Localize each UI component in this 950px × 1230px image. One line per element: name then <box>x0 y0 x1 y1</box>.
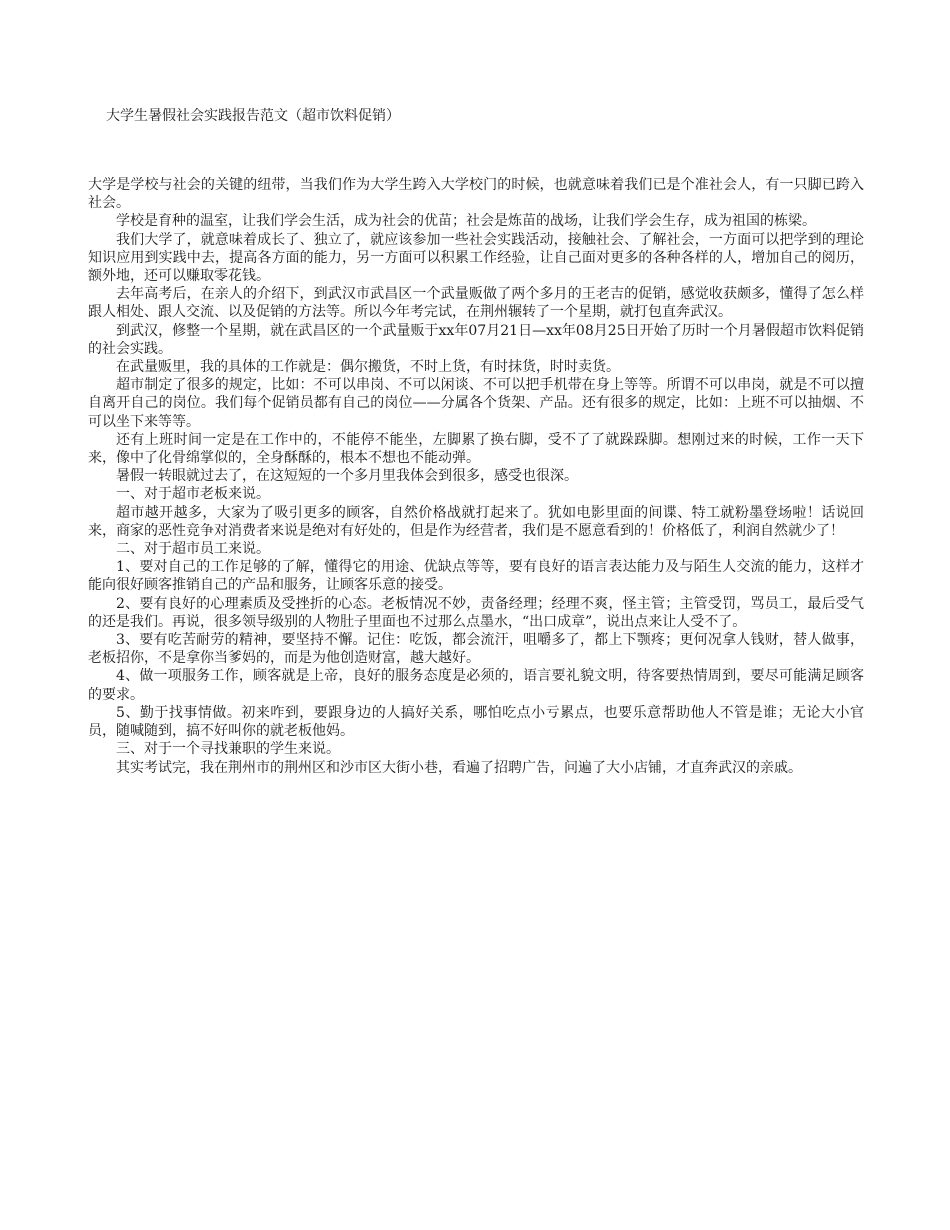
paragraph: 到武汉，修整一个星期，就在武昌区的一个武量贩于xx年07月21日—xx年08月25日开始了历时一个月暑假超市饮料促销的社会实践。 <box>88 322 864 357</box>
document-title: 大学生暑假社会实践报告范文（超市饮料促销） <box>106 108 400 124</box>
paragraph: 我们大学了，就意味着成长了、独立了，就应该参加一些社会实践活动，接触社会、了解社会，一方面可以把学到的理论知识应用到实践中去，提高各方面的能力，另一方面可以积累工作经验，让自己面对更多的各种各样的人，增加自己的阅历，额外地，还可以赚取零花钱。 <box>88 231 864 285</box>
list-item: 2、要有良好的心理素质及受挫折的心态。老板情况不妙，责备经理；经理不爽，怪主管；主管受罚，骂员工，最后受气的还是我们。再说，很多领导级别的人物肚子里面也不过那么点墨水，“出口成章”，说出点来让人受不了。 <box>88 595 864 630</box>
section-heading: 三、对于一个寻找兼职的学生来说。 <box>116 741 340 758</box>
paragraph: 暑假一转眼就过去了，在这短短的一个多月里我体会到很多，感受也很深。 <box>116 468 578 485</box>
list-item: 5、勤于找事情做。初来咋到，要跟身边的人搞好关系，哪怕吃点小亏累点，也要乐意帮助他人不管是谁；无论大小官员，随喊随到，搞不好叫你的就老板他妈。 <box>88 704 864 740</box>
paragraph: 去年高考后，在亲人的介绍下，到武汉市武昌区一个武量贩做了两个多月的王老吉的促销，感觉收获颇多，懂得了怎么样跟人相处、跟人交流、以及促销的方法等。所以今年考完试，在荆州辗转了一个星期，就打包直奔武汉。 <box>88 286 864 321</box>
paragraph: 其实考试完，我在荆州市的荆州区和沙市区大街小巷，看遍了招聘广告，问遍了大小店铺，才直奔武汉的亲戚。 <box>116 759 802 776</box>
list-item: 3、要有吃苦耐劳的精神，要坚持不懈。记住：吃饭，都会流汗，咀嚼多了，都上下颚疼；更何况拿人钱财，替人做事，老板招你，不是拿你当爹妈的，而是为他创造财富，越大越好。 <box>88 632 864 667</box>
paragraph: 超市越开越多，大家为了吸引更多的顾客，自然价格战就打起来了。犹如电影里面的间谍、特工就粉墨登场啦！话说回来，商家的恶性竞争对消费者来说是绝对有好处的，但是作为经营者，我们是不愿意看到的！价格低了，利润自然就少了！ <box>88 504 864 539</box>
paragraph-intro: 大学是学校与社会的关键的纽带，当我们作为大学生跨入大学校门的时候，也就意味着我们已是个准社会人，有一只脚已跨入社会。 <box>88 177 864 212</box>
list-item: 1、要对自己的工作足够的了解，懂得它的用途、优缺点等等，要有良好的语言表达能力及与陌生人交流的能力，这样才能向很好顾客推销自己的产品和服务，让顾客乐意的接受。 <box>88 559 864 594</box>
section-heading: 一、对于超市老板来说。 <box>116 486 270 503</box>
paragraph: 超市制定了很多的规定，比如：不可以串岗、不可以闲谈、不可以把手机带在身上等等。所谓不可以串岗，就是不可以擅自离开自己的岗位。我们每个促销员都有自己的岗位——分属各个货架、产品。还有很多的规定，比如：上班不可以抽烟、不可以坐下来等等。 <box>88 377 864 430</box>
list-item: 4、做一项服务工作，顾客就是上帝，良好的服务态度是必须的，语言要礼貌文明，待客要热情周到，要尽可能满足顾客的要求。 <box>88 668 864 703</box>
document-body <box>88 176 864 777</box>
section-heading: 二、对于超市员工来说。 <box>116 541 270 558</box>
paragraph: 学校是育种的温室，让我们学会生活，成为社会的优苗；社会是炼苗的战场，让我们学会生存，成为祖国的栋梁。 <box>116 213 816 230</box>
paragraph: 在武量贩里，我的具体的工作就是：偶尔搬货，不时上货，有时抹货，时时卖货。 <box>116 359 620 376</box>
paragraph: 还有上班时间一定是在工作中的，不能停不能坐，左脚累了换右脚，受不了了就跺跺脚。想刚过来的时候，工作一天下来，像中了化骨绵掌似的，全身酥酥的，根本不想也不能动弹。 <box>88 431 864 467</box>
